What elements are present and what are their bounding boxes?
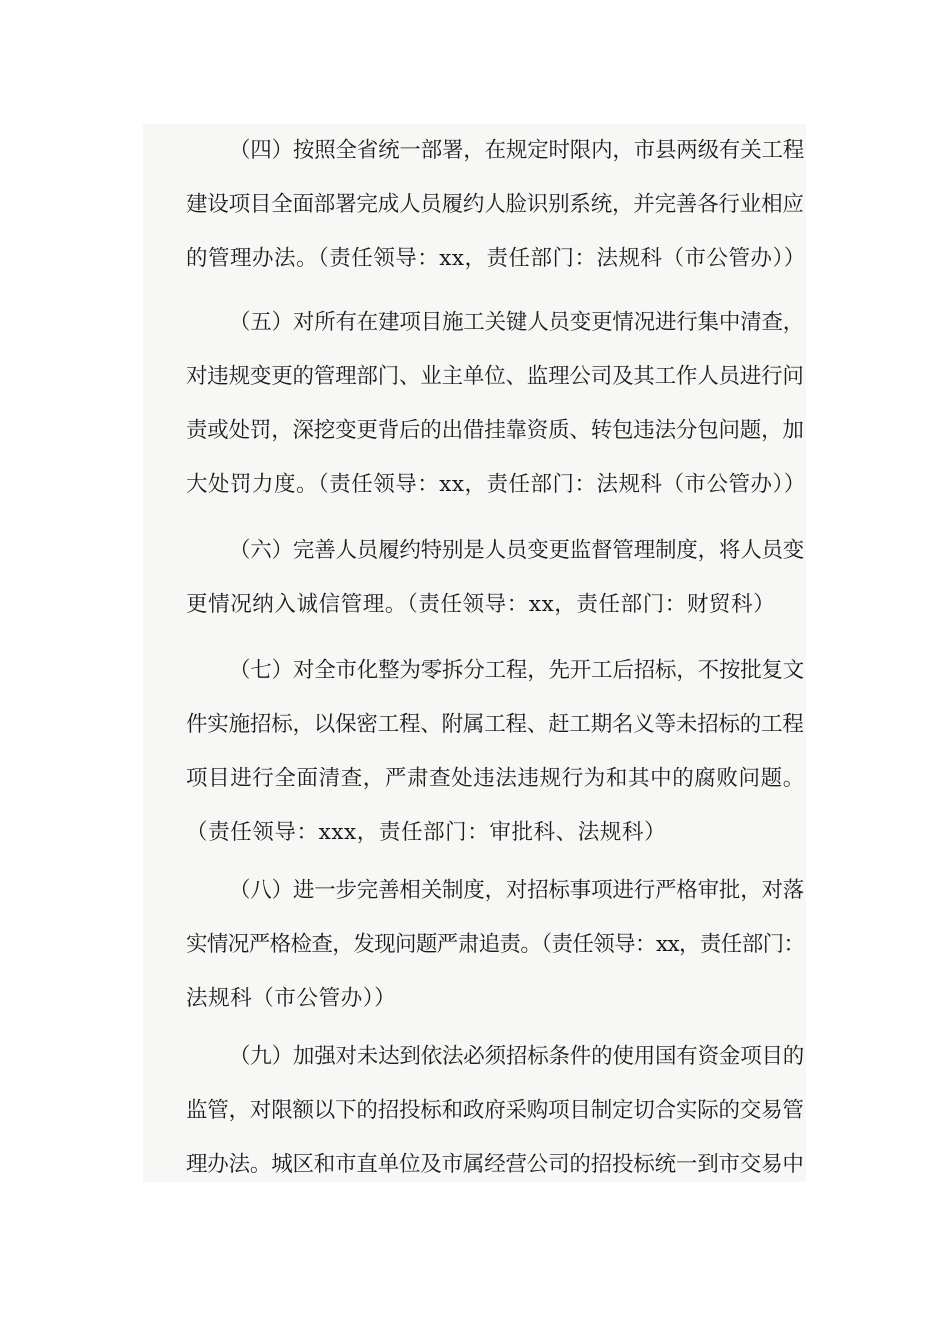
document-body	[143, 124, 806, 1182]
paragraph-item-4	[143, 124, 806, 286]
text-line: 更情况纳入诚信管理。（责任领导：xx，责任部门：财贸科）	[186, 592, 776, 617]
paragraph-item-8	[143, 864, 806, 1026]
text-line: （责任领导：xxx，责任部门：审批科、法规科）	[186, 820, 667, 845]
text-line: 建设项目全面部署完成人员履约人脸识别系统，并完善各行业相应	[186, 192, 804, 217]
text-line: 监管，对限额以下的招投标和政府采购项目制定切合实际的交易管	[186, 1098, 804, 1123]
paragraph-item-6	[143, 524, 806, 632]
text-line: 件实施招标，以保密工程、附属工程、赶工期名义等未招标的工程	[186, 712, 804, 737]
text-line: 项目进行全面清查，严肃查处违法违规行为和其中的腐败问题。	[186, 766, 805, 791]
text-line: （四）按照全省统一部署，在规定时限内，市县两级有关工程	[229, 138, 805, 163]
text-line: 大处罚力度。（责任领导：xx，责任部门：法规科（市公管办））	[186, 472, 806, 497]
text-line: 实情况严格检查，发现问题严肃追责。（责任领导：xx，责任部门：	[186, 932, 805, 957]
text-line: （七）对全市化整为零拆分工程，先开工后招标，不按批复文	[229, 658, 805, 683]
text-line: 理办法。城区和市直单位及市属经营公司的招投标统一到市交易中	[186, 1152, 804, 1177]
paragraph-item-7	[143, 644, 806, 860]
text-line: （五）对所有在建项目施工关键人员变更情况进行集中清查，	[229, 310, 805, 335]
text-line: （九）加强对未达到依法必须招标条件的使用国有资金项目的	[229, 1044, 805, 1069]
paragraph-item-5	[143, 296, 806, 512]
text-line: （八）进一步完善相关制度，对招标事项进行严格审批，对落	[229, 878, 805, 903]
paragraph-item-9	[143, 1030, 806, 1192]
text-line: 法规科（市公管办））	[186, 986, 397, 1011]
text-line: 对违规变更的管理部门、业主单位、监理公司及其工作人员进行问	[186, 364, 804, 389]
text-line: 责或处罚，深挖变更背后的出借挂靠资质、转包违法分包问题，加	[186, 418, 804, 443]
text-line: （六）完善人员履约特别是人员变更监督管理制度，将人员变	[229, 538, 805, 563]
text-line: 的管理办法。（责任领导：xx，责任部门：法规科（市公管办））	[186, 246, 806, 271]
